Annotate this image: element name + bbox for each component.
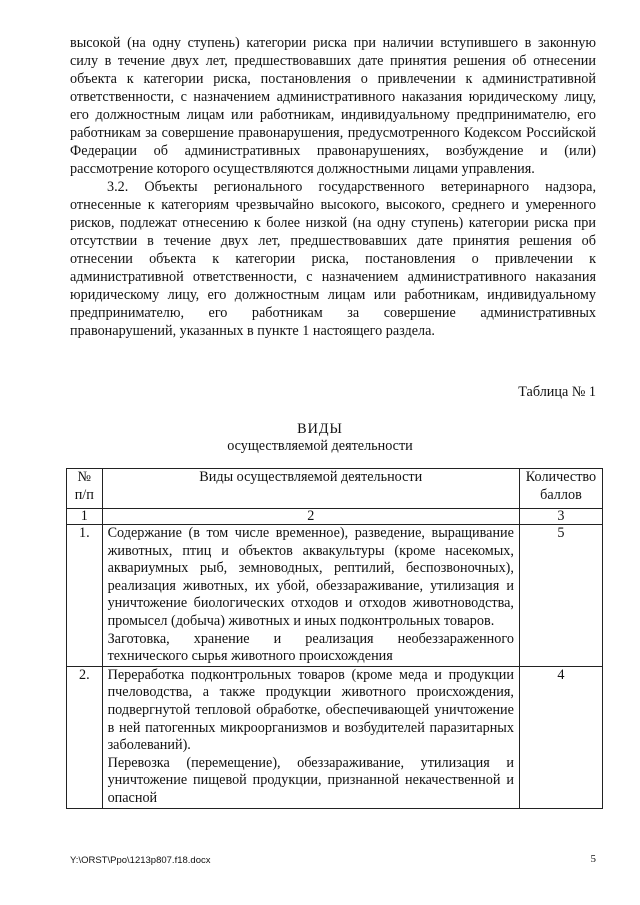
- activities-table: [66, 468, 603, 809]
- paragraph-continuation: высокой (на одну ступень) категории риска при наличии вступившего в законную силу в течение двух лет, предшествовавших дате принятия решения об отнесении объекта к категории риска, постановления о привлечении к административной ответственности, с назначением административного наказания юридическому лицу, его должностным лицам или работникам, индивидуальному предпринимателю, его работникам за совершение правонарушения, предусмотренного Кодексом Российской Федерации об административных правонарушениях, возбуждение и (или) рассмотрение которого осуществляются должностными лицами управления.: [70, 35, 596, 177]
- header-num: № п/п: [67, 469, 103, 509]
- column-number-row: [67, 509, 603, 525]
- row-score: 4: [519, 666, 602, 808]
- row-num: 2.: [67, 666, 103, 808]
- row-kind: [102, 666, 519, 808]
- header-score: Количество баллов: [519, 469, 602, 509]
- row-kind-part: Перевозка (перемещение), обеззараживание, утилизация и уничтожение пищевой продукции, признанной некачественной и опасной: [107, 754, 514, 806]
- table-label: Таблица № 1: [518, 384, 596, 400]
- paragraph-3-2: 3.2. Объекты регионального государственного ветеринарного надзора, отнесенные к категориям чрезвычайно высокого, высокого, среднего и умеренного рисков, подлежат отнесению к более низкой (на одну ступень) категории риска при отсутствии в течение двух лет, предшествовавших дате принятия решения об отнесении объекта к категории риска, постановления о привлечении к административной ответственности, с назначением административного наказания юридическому лицу, его должностным лицам или работникам, индивидуальному предпринимателю, его работникам за совершение административных правонарушений, указанных в пункте 1 настоящего раздела.: [70, 179, 596, 339]
- row-score: 5: [519, 525, 602, 667]
- table-subtitle: осуществляемой деятельности: [227, 438, 413, 454]
- column-number: 1: [67, 509, 103, 525]
- body-text: [70, 34, 596, 340]
- footer-file-path: Y:\ORST\Ppo\1213p807.f18.docx: [70, 855, 211, 866]
- row-kind-part: Переработка подконтрольных товаров (кроме меда и продукции пчеловодства, а также продукции животного происхождения, подвергнутой тепловой обработке, обеспечивающей уничтожение в ней патогенных микроорганизмов и возбудителей паразитарных заболеваний).: [107, 666, 514, 754]
- row-kind-part: Заготовка, хранение и реализация необеззараженного технического сырья животного происхождения: [107, 630, 514, 665]
- footer-page-number: 5: [590, 853, 596, 865]
- column-number: 2: [102, 509, 519, 525]
- column-number: 3: [519, 509, 602, 525]
- table-row: [67, 666, 603, 808]
- row-kind: [102, 525, 519, 667]
- header-kind: Виды осуществляемой деятельности: [102, 469, 519, 509]
- table-header-row: [67, 469, 603, 509]
- table-row: [67, 525, 603, 667]
- row-kind-part: Содержание (в том числе временное), разведение, выращивание животных, птиц и объектов аквакультуры (кроме насекомых, аквариумных рыб, земноводных, рептилий, беспозвоночных), реализация животных, их убой, обеззараживание, утилизация и уничтожение биологических отходов и отходов животноводства, промысел (добыча) животных и иных подконтрольных товаров.: [107, 525, 514, 629]
- row-num: 1.: [67, 525, 103, 667]
- table-title: ВИДЫ: [297, 421, 343, 437]
